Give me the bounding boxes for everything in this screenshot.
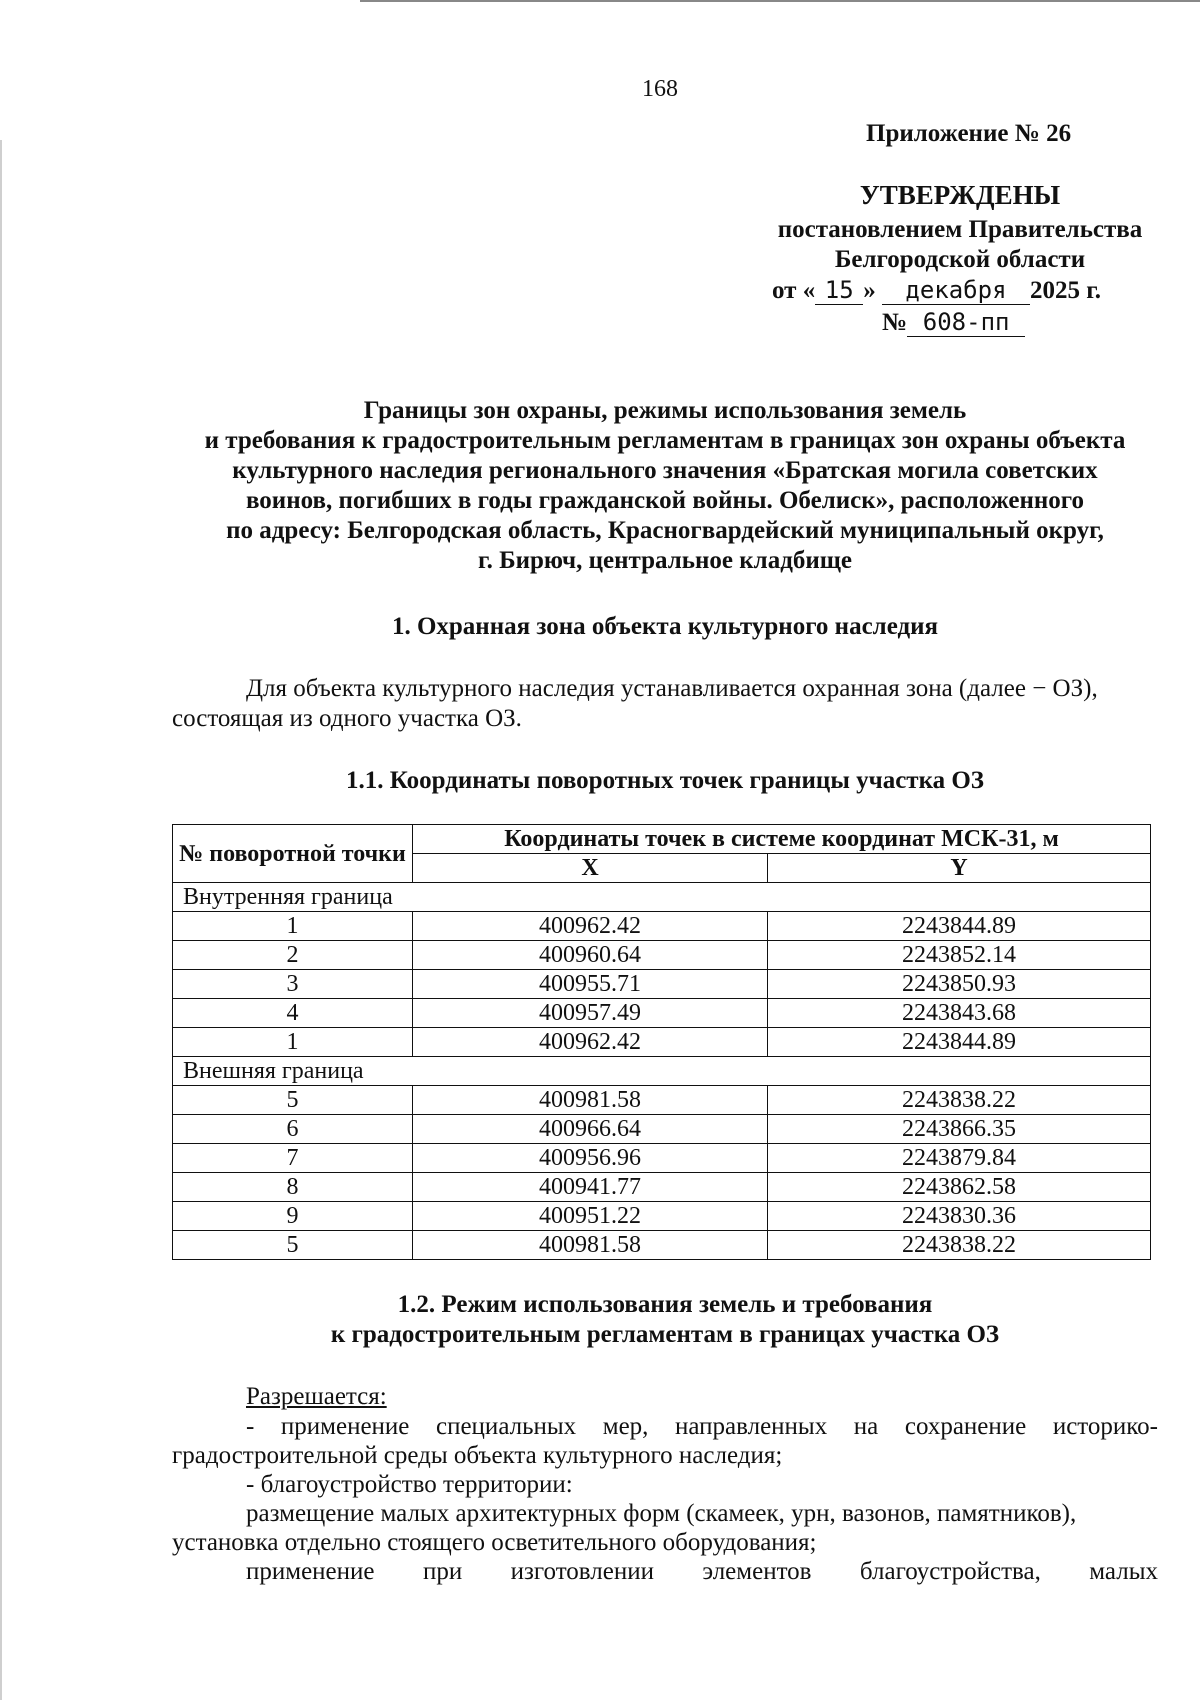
header-x: X (413, 854, 768, 883)
y-coordinate-cell: 2243838.22 (768, 1086, 1151, 1115)
table-row (173, 941, 1151, 970)
table-row (173, 1086, 1151, 1115)
coordinates-table (172, 824, 1151, 1260)
x-coordinate-cell: 400962.42 (413, 1028, 768, 1057)
allowed-item-1-line-1: - применение специальных мер, направленных на сохранение историко- (246, 1413, 1158, 1440)
y-coordinate-cell: 2243838.22 (768, 1231, 1151, 1260)
section-1-heading: 1. Охранная зона объекта культурного наследия (391, 613, 939, 640)
table-header-row (173, 825, 1151, 854)
appendix-label: Приложение № 26 (866, 120, 1072, 147)
title-line: Границы зон охраны, режимы использования земель (363, 397, 967, 424)
table-row (173, 1231, 1151, 1260)
x-coordinate-cell: 400955.71 (413, 970, 768, 999)
x-coordinate-cell: 400957.49 (413, 999, 768, 1028)
y-coordinate-cell: 2243850.93 (768, 970, 1151, 999)
x-coordinate-cell: 400981.58 (413, 1231, 768, 1260)
document-title (170, 396, 1160, 576)
title-line: г. Бирюч, центральное кладбище (478, 547, 852, 574)
y-coordinate-cell: 2243844.89 (768, 912, 1151, 941)
y-coordinate-cell: 2243830.36 (768, 1202, 1151, 1231)
table-row (173, 1028, 1151, 1057)
table-row (173, 970, 1151, 999)
point-number-cell: 4 (173, 999, 413, 1028)
y-coordinate-cell: 2243844.89 (768, 1028, 1151, 1057)
x-coordinate-cell: 400960.64 (413, 941, 768, 970)
y-coordinate-cell: 2243862.58 (768, 1173, 1151, 1202)
title-line: по адресу: Белгородская область, Красногвардейский муниципальный округ, (226, 517, 1104, 544)
allowed-label-text: Разрешается: (246, 1383, 387, 1410)
point-number-cell: 8 (173, 1173, 413, 1202)
approved-by-line: постановлением Правительства (777, 216, 1143, 243)
y-coordinate-cell: 2243852.14 (768, 941, 1151, 970)
x-coordinate-cell: 400966.64 (413, 1115, 768, 1144)
point-number-cell: 9 (173, 1202, 413, 1231)
section-1-2-heading-line-2: к градостроительным регламентам в границах участка ОЗ (330, 1321, 1000, 1348)
date-prefix: от « (772, 277, 816, 304)
number-prefix: № (882, 309, 908, 336)
date-day: 15 (815, 276, 863, 305)
decree-number: 608-пп (907, 308, 1025, 337)
x-coordinate-cell: 400981.58 (413, 1086, 768, 1115)
table-row (173, 1115, 1151, 1144)
table-row (173, 1144, 1151, 1173)
allowed-item-2: - благоустройство территории: (246, 1471, 573, 1498)
group-label: Внутренняя граница (173, 883, 1151, 912)
decree-number-line (882, 308, 1200, 337)
title-line: и требования к градостроительным регламентам в границах зон охраны объекта (204, 427, 1126, 454)
point-number-cell: 5 (173, 1086, 413, 1115)
allowed-item-4-line-1: применение при изготовлении элементов благоустройства, малых (246, 1558, 1158, 1585)
table-row (173, 912, 1151, 941)
point-number-cell: 3 (173, 970, 413, 999)
allowed-item-3-line-1: размещение малых архитектурных форм (скамеек, урн, вазонов, памятников), (246, 1500, 1077, 1527)
header-y: Y (768, 854, 1151, 883)
scan-artifact-left-edge (0, 140, 2, 1700)
point-number-cell: 2 (173, 941, 413, 970)
approved-heading: УТВЕРЖДЕНЫ (859, 180, 1061, 210)
table-row (173, 1173, 1151, 1202)
region-line: Белгородской области (834, 246, 1086, 273)
date-month: декабря (882, 276, 1030, 305)
x-coordinate-cell: 400956.96 (413, 1144, 768, 1173)
y-coordinate-cell: 2243879.84 (768, 1144, 1151, 1173)
section-1-para-line-2: состоящая из одного участка ОЗ. (172, 705, 522, 732)
allowed-item-1-line-2: градостроительной среды объекта культурного наследия; (172, 1442, 783, 1469)
point-number-cell: 6 (173, 1115, 413, 1144)
date-mid: » (863, 277, 876, 304)
group-label: Внешняя граница (173, 1057, 1151, 1086)
scan-artifact-top-line (360, 0, 1200, 2)
section-1-para-line-1: Для объекта культурного наследия устанавливается охранная зона (далее − ОЗ), (246, 675, 1098, 702)
x-coordinate-cell: 400962.42 (413, 912, 768, 941)
date-year: 2025 г. (1029, 277, 1101, 304)
header-coordinates: Координаты точек в системе координат МСК-31, м (413, 825, 1151, 854)
point-number-cell: 1 (173, 1028, 413, 1057)
y-coordinate-cell: 2243866.35 (768, 1115, 1151, 1144)
point-number-cell: 7 (173, 1144, 413, 1173)
x-coordinate-cell: 400941.77 (413, 1173, 768, 1202)
section-1-1-heading: 1.1. Координаты поворотных точек границы участка ОЗ (346, 767, 984, 794)
title-line: воинов, погибших в годы гражданской войны. Обелиск», расположенного (245, 487, 1085, 514)
table-group-row (173, 883, 1151, 912)
point-number-cell: 5 (173, 1231, 413, 1260)
allowed-item-3-line-2: установка отдельно стоящего осветительного оборудования; (172, 1529, 817, 1556)
point-number-cell: 1 (173, 912, 413, 941)
table-group-row (173, 1057, 1151, 1086)
section-1-2-heading-line-1: 1.2. Режим использования земель и требования (397, 1291, 933, 1318)
table-row (173, 999, 1151, 1028)
decree-date-line (772, 276, 1200, 305)
x-coordinate-cell: 400951.22 (413, 1202, 768, 1231)
y-coordinate-cell: 2243843.68 (768, 999, 1151, 1028)
table-row (173, 1202, 1151, 1231)
title-line: культурного наследия регионального значения «Братская могила советских (232, 457, 1098, 484)
page-number: 168 (642, 76, 678, 102)
header-point-number: № поворотной точки (173, 825, 413, 883)
allowed-label (246, 1382, 1200, 1411)
